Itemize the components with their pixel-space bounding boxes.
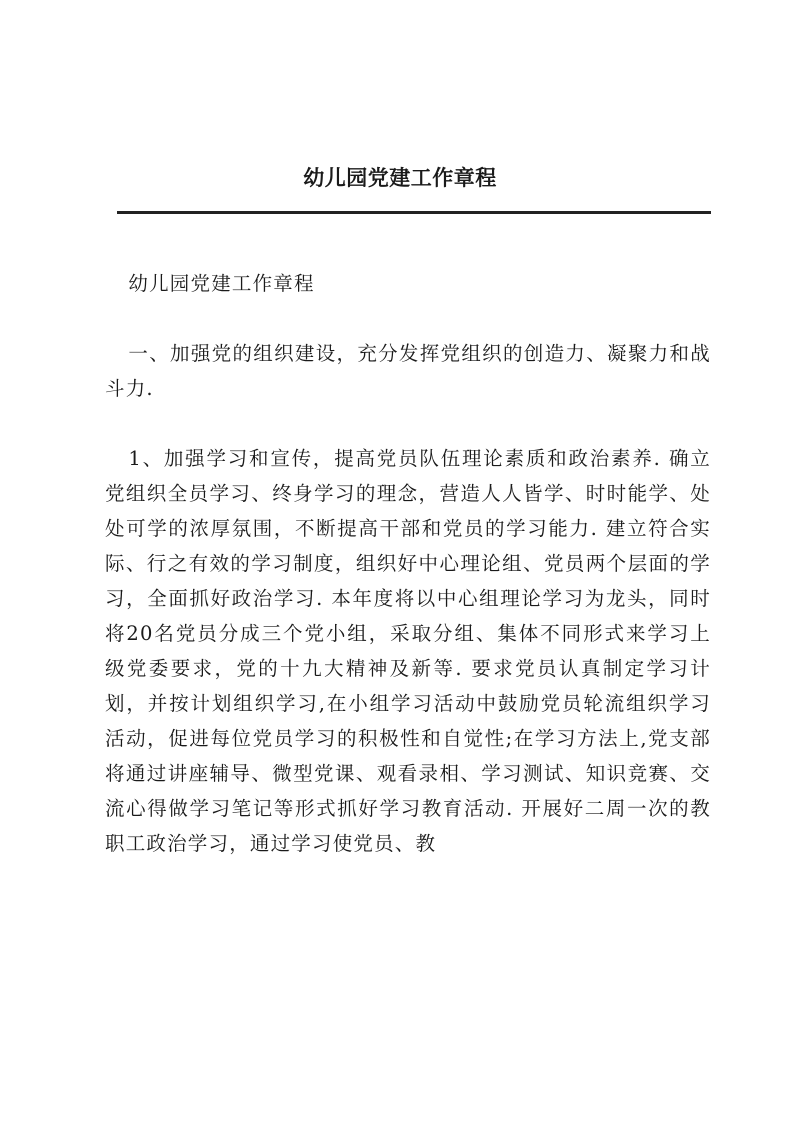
body-paragraph: 1、加强学习和宣传，提高党员队伍理论素质和政治素养. 确立党组织全员学习、终身学习的理念，营造人人皆学、时时能学、处处可学的浓厚氛围，不断提高干部和党员的学习能力. 建立符合实际、行之有效的学习制度，组织好中心理论组、党员两个层面的学习，全面抓好政治学习. 本年度将以中心组理论学习为龙头，同时将20名党员分成三个党小组，采取分组、集体不同形式来学习上级党委要求，党的十九大精神及新等. 要求党员认真制定学习计划，并按计划组织学习,在小组学习活动中鼓励党员轮流组织学习活动，促进每位党员学习的积极性和自觉性;在学习方法上,党支部将通过讲座辅导、微型党课、观看录相、学习测试、知识竞赛、交流心得做学习笔记等形式抓好学习教育活动. 开展好二周一次的教职工政治学习，通过学习使党员、教	[105, 447, 711, 855]
title-divider	[117, 211, 711, 214]
document-title: 幼儿园党建工作章程	[303, 165, 497, 190]
section-one-heading: 一、加强党的组织建设，充分发挥党组织的创造力、凝聚力和战斗力.	[105, 342, 711, 400]
section-heading: 幼儿园党建工作章程	[128, 272, 315, 295]
document-body	[105, 266, 711, 861]
